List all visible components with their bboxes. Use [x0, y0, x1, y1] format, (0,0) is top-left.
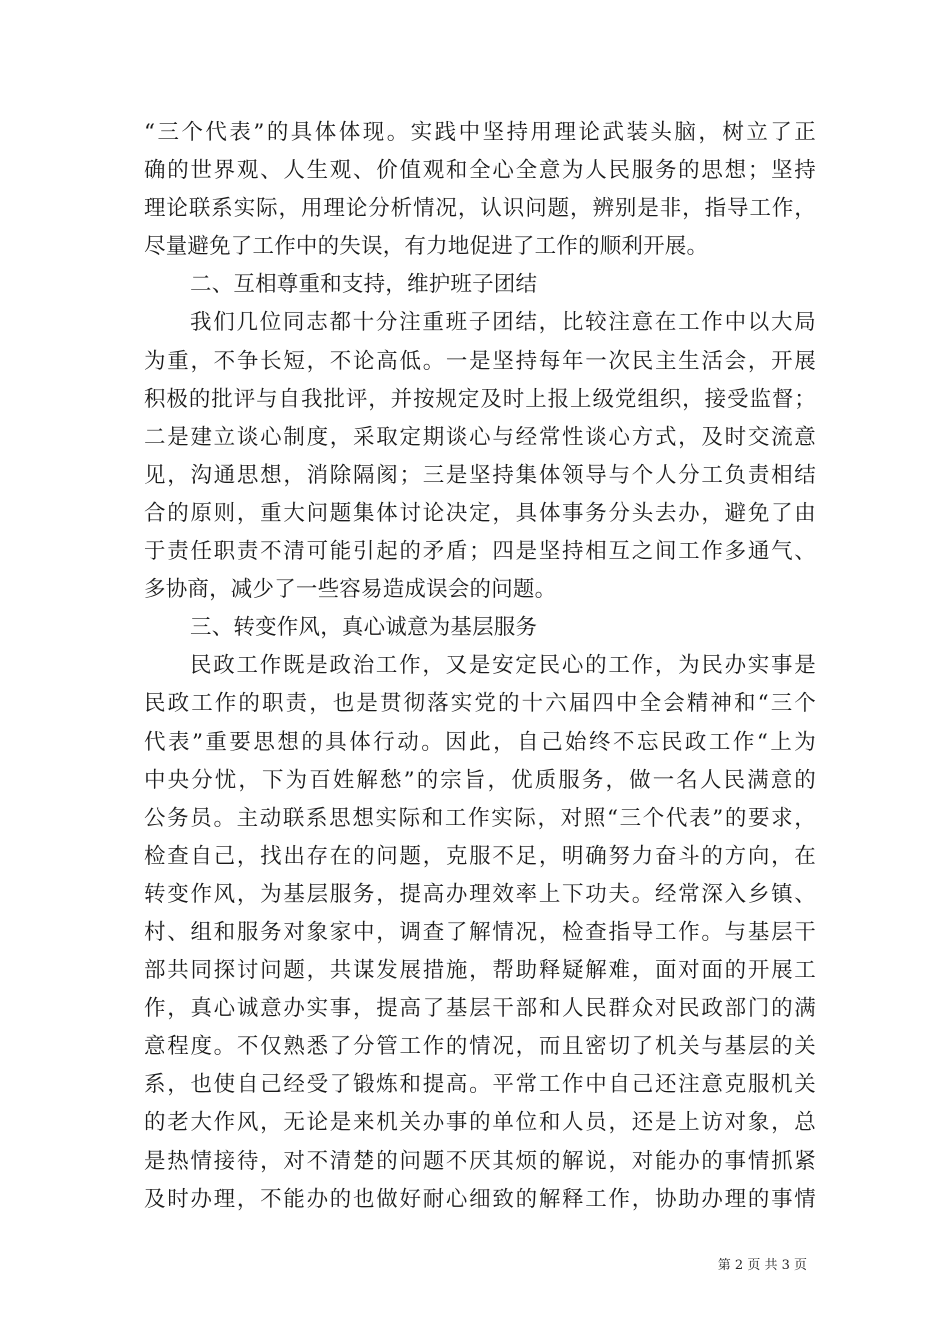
section-heading: 三、转变作风，真心诚意为基层服务	[190, 615, 538, 641]
text-line: 多协商，减少了一些容易造成误会的问题。	[144, 577, 557, 603]
text-line: 理论联系实际，用理论分析情况，认识问题，辨别是非，指导工作，	[144, 196, 816, 222]
section-heading: 二、互相尊重和支持，维护班子团结	[190, 272, 538, 298]
text-line: 是热情接待，对不清楚的问题不厌其烦的解说，对能办的事情抓紧	[144, 1148, 816, 1174]
text-line: 于责任职责不清可能引起的矛盾；四是坚持相互之间工作多通气、	[144, 539, 816, 565]
text-line: 二是建立谈心制度，采取定期谈心与经常性谈心方式，及时交流意	[144, 424, 816, 450]
text-line: 村、组和服务对象家中，调查了解情况，检查指导工作。与基层干	[144, 919, 816, 945]
text-line: 的老大作风，无论是来机关办事的单位和人员，还是上访对象，总	[144, 1110, 816, 1136]
text-line: 确的世界观、人生观、价值观和全心全意为人民服务的思想；坚持	[144, 158, 816, 184]
text-line: “三个代表”的具体体现。实践中坚持用理论武装头脑，树立了正	[144, 120, 816, 145]
text-line: 尽量避免了工作中的失误，有力地促进了工作的顺利开展。	[144, 234, 709, 260]
text-line: 系，也使自己经受了锻炼和提高。平常工作中自己还注意克服机关	[144, 1072, 816, 1098]
text-line: 部共同探讨问题，共谋发展措施，帮助释疑解难，面对面的开展工	[144, 958, 816, 984]
text-line: 为重，不争长短，不论高低。一是坚持每年一次民主生活会，开展	[144, 348, 816, 374]
document-body	[144, 114, 816, 1219]
text-line: 民政工作既是政治工作，又是安定民心的工作，为民办实事是	[190, 653, 816, 679]
text-line: 公务员。主动联系思想实际和工作实际，对照“三个代表”的要求，	[144, 805, 816, 831]
text-line: 作，真心诚意办实事，提高了基层干部和人民群众对民政部门的满	[144, 996, 816, 1022]
text-line: 中央分忧，下为百姓解愁”的宗旨，优质服务，做一名人民满意的	[144, 767, 816, 793]
page-number: 第 2 页 共 3 页	[717, 1258, 807, 1273]
text-line: 合的原则，重大问题集体讨论决定，具体事务分头去办，避免了由	[144, 500, 816, 526]
text-line: 意程度。不仅熟悉了分管工作的情况，而且密切了机关与基层的关	[144, 1034, 816, 1060]
text-line: 见，沟通思想，消除隔阂；三是坚持集体领导与个人分工负责相结	[144, 462, 816, 488]
text-line: 我们几位同志都十分注重班子团结，比较注意在工作中以大局	[190, 310, 816, 336]
text-line: 民政工作的职责，也是贯彻落实党的十六届四中全会精神和“三个	[144, 691, 816, 717]
text-line: 检查自己，找出存在的问题，克服不足，明确努力奋斗的方向，在	[144, 843, 816, 869]
text-line: 积极的批评与自我批评，并按规定及时上报上级党组织，接受监督；	[144, 386, 816, 412]
text-line: 代表”重要思想的具体行动。因此，自己始终不忘民政工作“上为	[144, 729, 816, 755]
text-line: 转变作风，为基层服务，提高办理效率上下功夫。经常深入乡镇、	[144, 881, 816, 907]
text-line: 及时办理，不能办的也做好耐心细致的解释工作，协助办理的事情	[144, 1186, 816, 1212]
